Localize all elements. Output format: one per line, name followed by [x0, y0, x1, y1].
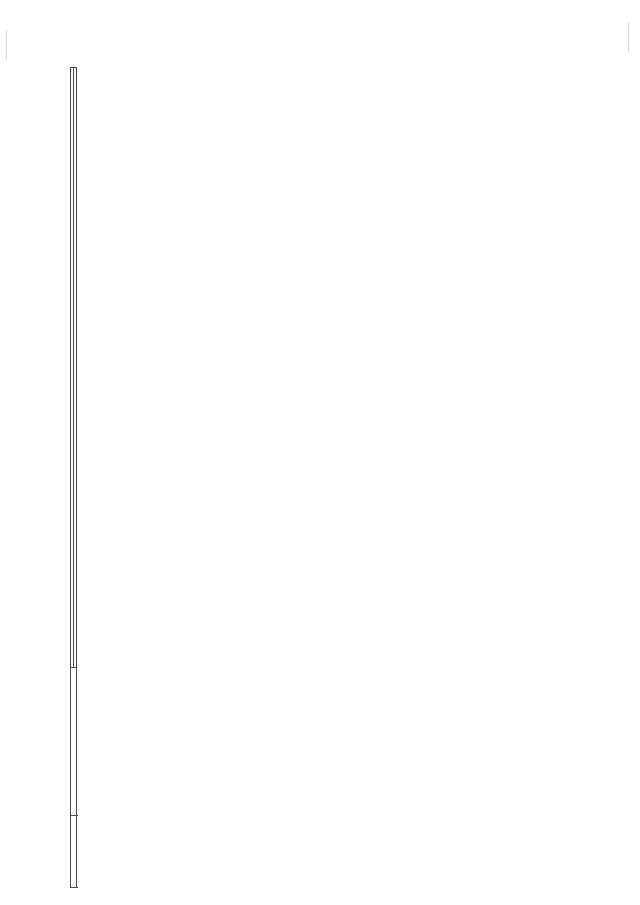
tariff-table: [70, 67, 77, 888]
scan-mark-left: [6, 30, 7, 60]
header-code: [71, 816, 77, 888]
header-rate-subtitle: [74, 68, 77, 668]
scan-mark-right: [628, 22, 629, 52]
header-name: [71, 668, 77, 816]
rotated-table-container: [70, 68, 572, 888]
